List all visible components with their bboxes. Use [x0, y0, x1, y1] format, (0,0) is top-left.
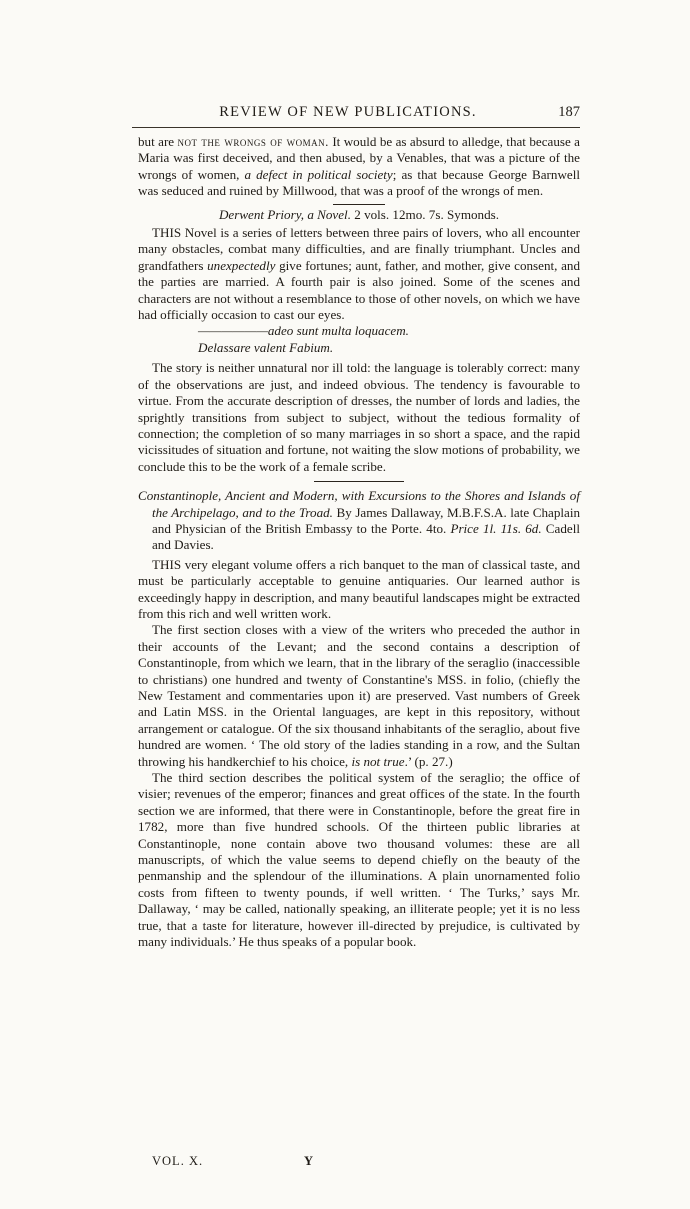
page-number: 187 — [558, 104, 580, 120]
page-footer — [152, 1154, 572, 1172]
text-span: but are — [138, 134, 178, 149]
book-details: 2 vols. 12mo. 7s. Symonds. — [350, 206, 500, 222]
signature-mark: Y — [304, 1154, 315, 1168]
book-details: By James Dallaway, M.B.F.S.A. late Chaplain and Physician of the British Embassy to the Porte. 4to. — [152, 504, 580, 536]
section-rule — [314, 481, 404, 482]
italic-phrase: unexpectedly — [207, 257, 276, 273]
book-publisher: Cadell and Davies. — [152, 520, 580, 553]
review-title-derwent-priory — [138, 207, 580, 223]
running-header — [138, 104, 580, 126]
header-rule — [132, 127, 580, 128]
text-span: It would be as absurd to alledge, that because a Maria was first deceived, and then abused, by a Venables, that was a picture of the wrongs of women, — [138, 134, 580, 182]
section-rule — [333, 204, 385, 205]
review-paragraph: THIS very elegant volume offers a rich banquet to the man of classical taste, and must be particularly acceptable to genuine antiquaries. Our learned author is exceedingly happy in description, and many beautiful landscapes might be extracted from this rich and well written work. — [138, 556, 580, 621]
text-span: .’ (p. 27.) — [404, 753, 453, 769]
main-text — [138, 134, 580, 951]
latin-quote-line-1: ——————adeo sunt multa loquacem. — [198, 323, 409, 339]
book-title: Derwent Priory, a Novel. — [218, 206, 351, 222]
book-price: Price 1l. 11s. 6d. — [450, 520, 542, 536]
review-paragraph — [138, 225, 580, 323]
latin-quote-line-2: Delassare valent Fabium. — [198, 339, 334, 355]
review-title-constantinople — [138, 488, 580, 554]
review-paragraph: The third section describes the political system of the seraglio; the office of visier; revenues of the emperor; finances and great offices of the state. In the fourth section we are informed, that there were in Constantinople, before the great fire in 1782, more than five hundred schools. Of the thirteen public libraries at Constantinople, none contain above two thousand volumes: these are all manuscripts, of which the value seems to depend chiefly on the beauty of the penmanship and the splendour of the illuminations. A plain unornamented folio costs from fifteen to twenty pounds, if well written. ‘ The Turks,’ says Mr. Dallaway, ‘ may be called, nationally speaking, an illiterate people; yet it is no less true, that a taste for literature, however ill-directed by prejudice, is cultivated by many individuals.’ He thus speaks of a popular book. — [138, 770, 580, 950]
text-span: The first section closes with a view of the writers who preceded the author in their accounts of the Levant; and the second contains a description of Constantinople, from which we learn, that in the library of the seraglio (inaccessible to christians) one hundred and twenty of Constantine's MSS. in folio, (chiefly the New Testament and commentaries upon it) are preserved. Vast numbers of Greek and Latin MSS. in the Oriental languages, are kept in this repository, without arrangement or catalogue. Of the six thousand inhabitants of the seraglio, about five hundred are women. ‘ The old story of the ladies standing in a row, and the Sultan throwing his handkerchief to his choice, — [138, 622, 580, 769]
book-title: Constantinople, Ancient and Modern, with Excursions to the Shores and Islands of the Archipelago, and to the Troad. — [138, 488, 580, 520]
small-caps-phrase: not the wrongs of woman. — [177, 134, 329, 149]
volume-label: VOL. X. — [152, 1154, 204, 1168]
continuation-paragraph — [138, 134, 580, 200]
italic-phrase: is not true — [351, 753, 405, 769]
review-paragraph — [138, 622, 580, 770]
review-paragraph: The story is neither unnatural nor ill told: the language is tolerably correct: many of the observations are just, and indeed obvious. The tendency is favourable to virtue. From the accurate description of dresses, the number of lords and ladies, the sprightly transitions from subject to subject, without the tedious formality of connection; the completion of so many marriages in so short a space, and the rapid vicissitudes of situation and fortune, not waiting the slow motions of probability, we conclude this to be the work of a female scribe. — [138, 360, 580, 474]
italic-phrase: a defect in political society — [244, 166, 393, 182]
running-title: REVIEW OF NEW PUBLICATIONS. — [219, 104, 477, 120]
text-span: give fortunes; aunt, father, and mother, give consent, and the parties are married. A fourth pair is also joined. Some of the scenes and characters are not without a resemblance to those of other novels, on which we have had officially occasion to cast our eyes. — [138, 257, 580, 323]
text-span: THIS Novel is a series of letters between three pairs of lovers, who all encounter many obstacles, combat many difficulties, and are finally triumphant. Uncles and grandfathers — [138, 225, 580, 273]
text-span: ; as that because George Barnwell was seduced and ruined by Millwood, that was a proof of the wrongs of men. — [138, 166, 580, 199]
